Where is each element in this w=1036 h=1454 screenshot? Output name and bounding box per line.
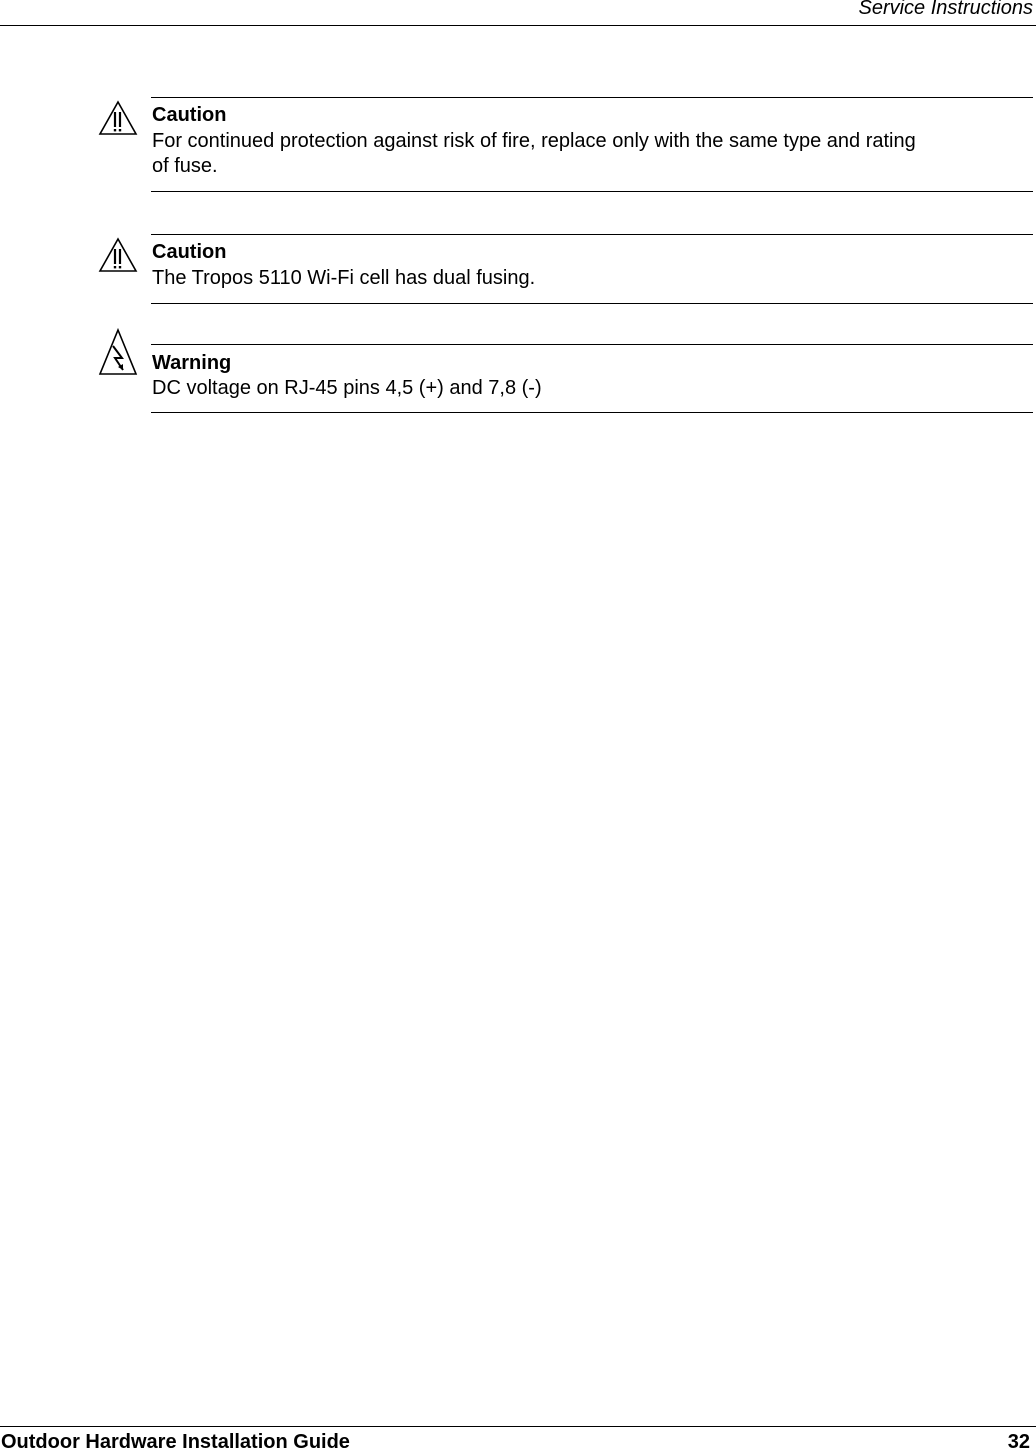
notice-label: Caution [152, 241, 227, 263]
caution-notice-box [151, 97, 1033, 192]
notice-label: Warning [152, 352, 232, 374]
caution-triangle-icon [98, 237, 138, 273]
page-footer [0, 1426, 1036, 1451]
caution-notice-box [151, 234, 1033, 304]
page-header [0, 0, 1036, 26]
caution-triangle-icon [98, 100, 138, 136]
page-number: 32 [1007, 1431, 1030, 1453]
notice-label: Caution [152, 104, 227, 126]
notice-text: DC voltage on RJ-45 pins 4,5 (+) and 7,8 (-) [152, 377, 542, 399]
section-title: Service Instructions [858, 0, 1033, 19]
document-title: Outdoor Hardware Installation Guide [1, 1431, 350, 1453]
notice-text: The Tropos 5110 Wi-Fi cell has dual fusing. [152, 267, 536, 289]
electrical-warning-triangle-icon [98, 328, 138, 376]
warning-notice-box [151, 344, 1033, 413]
notice-text: For continued protection against risk of fire, replace only with the same type and rating of fuse. [152, 130, 916, 177]
